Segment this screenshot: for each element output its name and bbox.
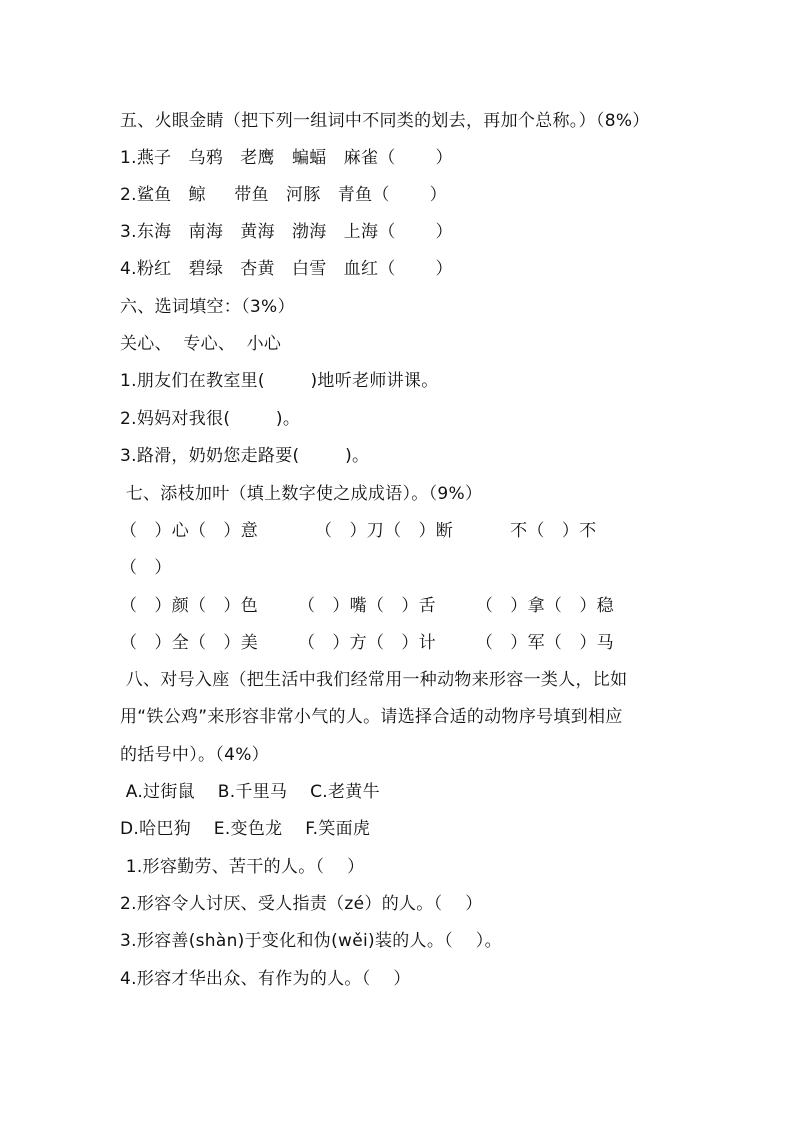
section-8-item-2: 2.形容令人讨厌、受人指责（zé）的人。（ ） — [120, 894, 483, 914]
section-6-title: 六、选词填空：（3%） — [120, 297, 295, 317]
section-7-row-1-cont: （ ） — [120, 558, 172, 578]
section-6-item-2: 2.妈妈对我很( )。 — [120, 409, 301, 429]
section-8-title-line-3: 的括号中）。（4%） — [120, 745, 269, 765]
section-7-row-3: （ ）全（ ）美 （ ）方（ ）计 （ ）军（ ）马 — [120, 633, 614, 653]
section-5-item-3: 3.东海 南海 黄海 渤海 上海（ ） — [120, 222, 453, 242]
section-6-item-3: 3.路滑，奶奶您走路要( )。 — [120, 446, 370, 466]
section-5-title: 五、火眼金睛（把下列一组词中不同类的划去，再加个总称。）（8%） — [120, 111, 650, 131]
section-5-item-2: 2.鲨鱼 鲸 带鱼 河豚 青鱼（ ） — [120, 185, 447, 205]
section-6-choices: 关心、 专心、 小心 — [120, 334, 282, 354]
section-7-row-2: （ ）颜（ ）色 （ ）嘴（ ）舌 （ ）拿（ ）稳 — [120, 596, 614, 616]
section-6-item-1: 1.朋友们在教室里( )地听老师讲课。 — [120, 371, 439, 391]
section-8-options-2: D.哈巴狗 E.变色龙 F.笑面虎 — [120, 819, 371, 839]
section-7-row-1: （ ）心（ ）意 （ ）刀（ ）断 不（ ）不 — [120, 521, 597, 541]
section-8-item-3: 3.形容善(shàn)于变化和伪(wěi)装的人。（ ）。 — [120, 931, 502, 951]
section-8-title-line-1: 八、对号入座（把生活中我们经常用一种动物来形容一类人，比如 — [120, 670, 628, 690]
section-8-item-4: 4.形容才华出众、有作为的人。（ ） — [120, 969, 411, 989]
section-8-item-1: 1.形容勤劳、苦干的人。（ ） — [120, 857, 365, 877]
section-8-title-line-2: 用“铁公鸡”来形容非常小气的人。请选择合适的动物序号填到相应 — [120, 707, 623, 727]
section-5-item-1: 1.燕子 乌鸦 老鹰 蝙蝠 麻雀（ ） — [120, 148, 453, 168]
section-7-title: 七、添枝加叶（填上数字使之成成语）。（9%） — [120, 484, 483, 504]
section-5-item-4: 4.粉红 碧绿 杏黄 白雪 血红（ ） — [120, 259, 453, 279]
section-8-options-1: A.过街鼠 B.千里马 C.老黄牛 — [120, 782, 380, 802]
